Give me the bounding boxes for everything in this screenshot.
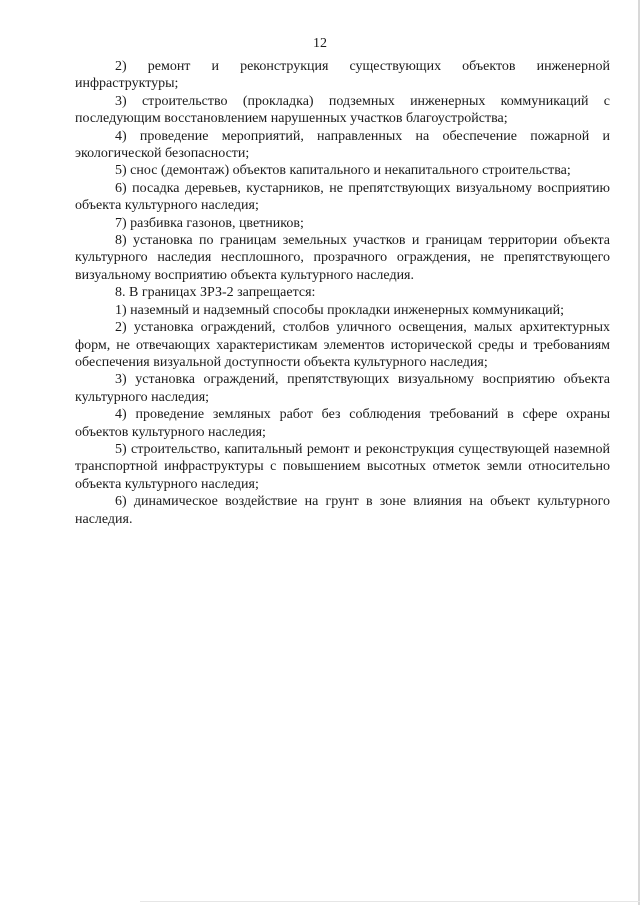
section-heading-zrz-2-prohibited: 8. В границах ЗРЗ-2 запрещается: xyxy=(115,285,316,301)
paragraph-prohibited-6-dynamic-impact: 6) динамическое воздействие на грунт в зоне влияния на объект культурного наследия. xyxy=(75,494,610,527)
paragraph-item-3-underground-construction: 3) строительство (прокладка) подземных инженерных коммуникаций с последующим восстановлением нарушенных участков благоустройства; xyxy=(75,93,610,127)
page-number: 12 xyxy=(313,36,327,51)
paragraph-prohibited-4-earthworks: 4) проведение земляных работ без соблюдения требований в сфере охраны объектов культурного наследия; xyxy=(75,407,610,440)
paragraph-prohibited-2-fences-lighting: 2) установка ограждений, столбов уличного освещения, малых архитектурных форм, не отвечающих характеристикам элементов исторической среды и требованиям обеспечения визуальной доступности объекта культурного наследия; xyxy=(75,320,610,370)
paragraph-item-8-fencing: 8) установка по границам земельных участков и границам территории объекта культурного наследия несплошного, прозрачного ограждения, не препятствующего визуальному восприятию объекта культурного наследия. xyxy=(75,233,610,283)
paragraph-prohibited-3-blocking-fences: 3) установка ограждений, препятствующих визуальному восприятию объекта культурного наследия; xyxy=(75,372,610,405)
paragraph-item-2-repair: 2) ремонт и реконструкция существующих объектов инженерной инфраструктуры; xyxy=(75,59,610,92)
paragraph-item-6-planting: 6) посадка деревьев, кустарников, не препятствующих визуальному восприятию объекта культурного наследия; xyxy=(75,180,610,214)
paragraph-prohibited-5-transport-infrastructure: 5) строительство, капитальный ремонт и реконструкция существующей наземной транспортной инфраструктуры с повышением высотных отметок земли относительно объекта культурного наследия; xyxy=(75,441,610,492)
paragraph-item-5-demolition: 5) снос (демонтаж) объектов капитального и некапитального строительства; xyxy=(115,163,571,179)
document-body xyxy=(75,58,610,528)
scan-bottom-line xyxy=(140,901,640,902)
paragraph-item-4-safety-measures: 4) проведение мероприятий, направленных на обеспечение пожарной и экологической безопасности; xyxy=(75,128,610,162)
paragraph-prohibited-1-overground-lines: 1) наземный и надземный способы прокладки инженерных коммуникаций; xyxy=(115,302,565,318)
paragraph-item-7-lawns: 7) разбивка газонов, цветников; xyxy=(115,215,304,231)
